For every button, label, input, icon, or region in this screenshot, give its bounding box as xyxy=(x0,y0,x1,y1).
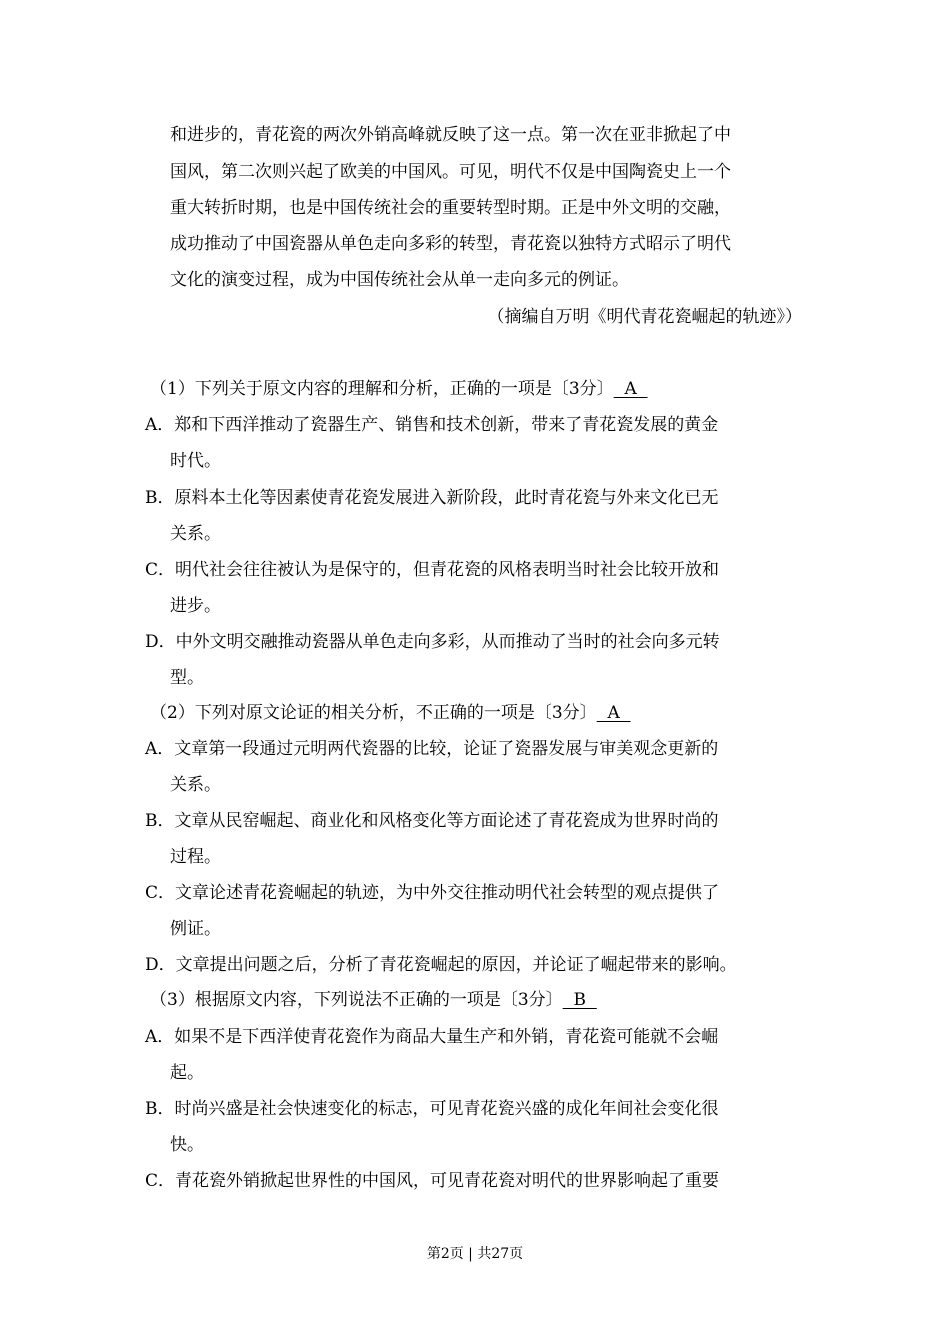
option-d: D．中外文明交融推动瓷器从单色走向多彩，从而推动了当时的社会向多元转 xyxy=(145,632,720,652)
option-c: C．青花瓷外销掀起世界性的中国风，可见青花瓷对明代的世界影响起了重要 xyxy=(145,1171,720,1191)
option-d-cont: 型。 xyxy=(170,668,204,688)
option-a: A．郑和下西洋推动了瓷器生产、销售和技术创新，带来了青花瓷发展的黄金 xyxy=(145,415,719,435)
option-c: C．文章论述青花瓷崛起的轨迹，为中外交往推动明代社会转型的观点提供了 xyxy=(145,883,720,903)
question-stem-text: （1）下列关于原文内容的理解和分析，正确的一项是〔3分〕 xyxy=(150,379,614,399)
option-a: A．如果不是下西洋使青花瓷作为商品大量生产和外销，青花瓷可能就不会崛 xyxy=(145,1027,719,1047)
question-stem xyxy=(150,988,597,1012)
option-b-cont: 关系。 xyxy=(170,524,221,544)
question-stem-text: （2）下列对原文论证的相关分析，不正确的一项是〔3分〕 xyxy=(150,703,597,723)
option-a-cont: 时代。 xyxy=(170,451,221,471)
option-b-cont: 过程。 xyxy=(170,847,221,867)
option-a-cont: 关系。 xyxy=(170,775,221,795)
option-c-cont: 进步。 xyxy=(170,596,221,616)
option-b: B．时尚兴盛是社会快速变化的标志，可见青花瓷兴盛的成化年间社会变化很 xyxy=(145,1099,719,1119)
answer-blank: A xyxy=(613,379,648,399)
option-b-cont: 快。 xyxy=(170,1135,204,1155)
passage-line: 和进步的，青花瓷的两次外销高峰就反映了这一点。第一次在亚非掀起了中 xyxy=(170,125,731,145)
question-stem-text: （3）根据原文内容，下列说法不正确的一项是〔3分〕 xyxy=(150,990,563,1010)
option-a-cont: 起。 xyxy=(170,1063,204,1083)
passage-line: 文化的演变过程，成为中国传统社会从单一走向多元的例证。 xyxy=(170,270,629,290)
question-stem xyxy=(150,701,631,725)
passage-line: 成功推动了中国瓷器从单色走向多彩的转型，青花瓷以独特方式昭示了明代 xyxy=(170,234,731,254)
page-footer: 第2页 | 共27页 xyxy=(426,1246,524,1262)
question-stem xyxy=(150,377,648,401)
option-c: C．明代社会往往被认为是保守的，但青花瓷的风格表明当时社会比较开放和 xyxy=(145,560,720,580)
answer-blank: A xyxy=(596,703,631,723)
option-a: A．文章第一段通过元明两代瓷器的比较，论证了瓷器发展与审美观念更新的 xyxy=(145,739,719,759)
passage-source: （摘编自万明《明代青花瓷崛起的轨迹》） xyxy=(487,307,802,327)
option-b: B．文章从民窑崛起、商业化和风格变化等方面论述了青花瓷成为世界时尚的 xyxy=(145,811,719,831)
passage-line: 重大转折时期，也是中国传统社会的重要转型时期。正是中外文明的交融， xyxy=(170,198,731,218)
answer-blank: B xyxy=(562,990,597,1010)
option-d: D．文章提出问题之后，分析了青花瓷崛起的原因，并论证了崛起带来的影响。 xyxy=(145,955,737,975)
option-c-cont: 例证。 xyxy=(170,919,221,939)
option-b: B．原料本土化等因素使青花瓷发展进入新阶段，此时青花瓷与外来文化已无 xyxy=(145,488,719,508)
passage-line: 国风，第二次则兴起了欧美的中国风。可见，明代不仅是中国陶瓷史上一个 xyxy=(170,162,731,182)
